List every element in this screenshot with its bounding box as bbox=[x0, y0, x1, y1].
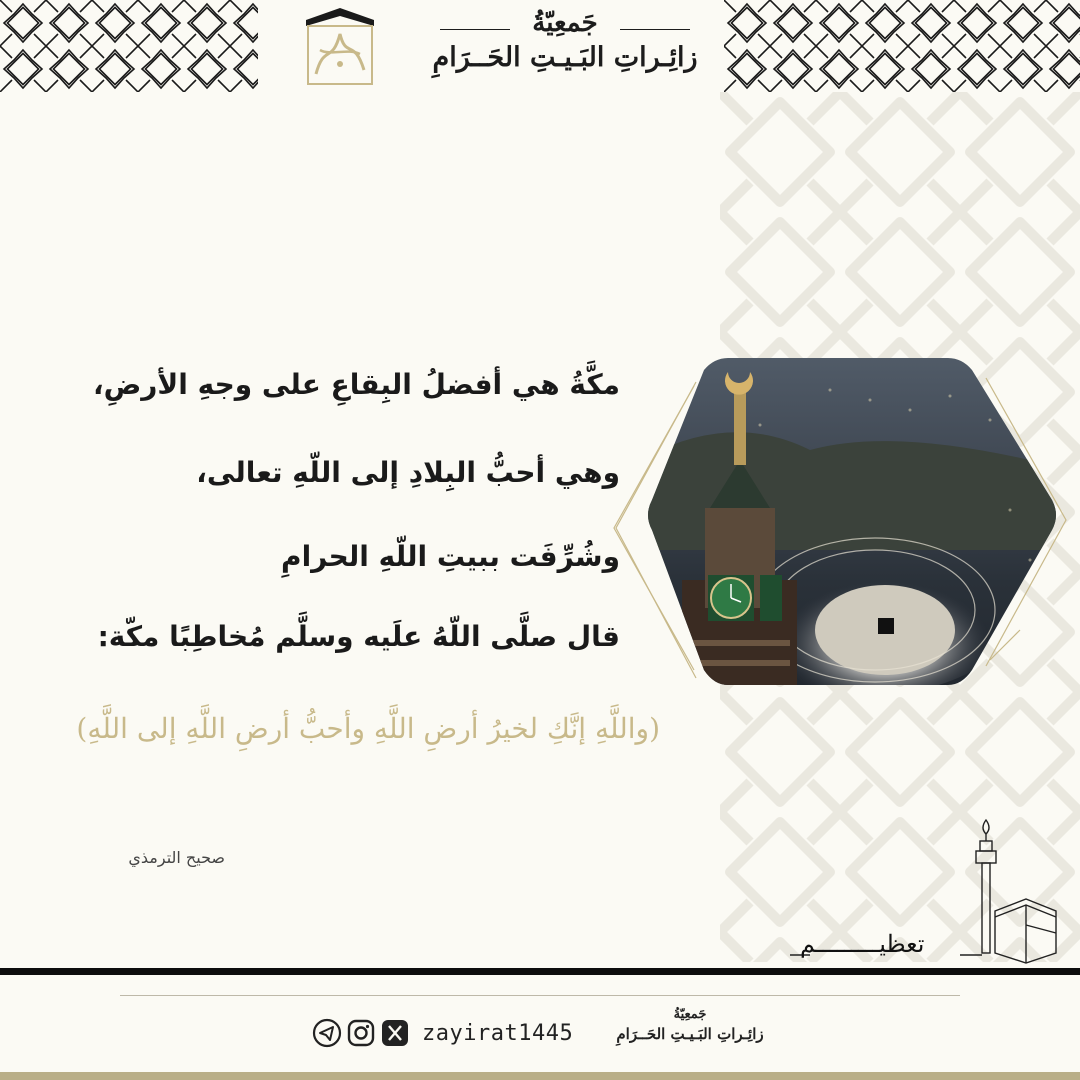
campaign-signature: تعظيـــــــــم bbox=[800, 930, 925, 958]
footer-gold-bar bbox=[0, 1072, 1080, 1080]
x-icon[interactable] bbox=[380, 1018, 410, 1048]
hadith-source: صحيح الترمذي bbox=[128, 848, 225, 867]
org-name-line2: زائِـراتِ البَـيـتِ الحَــرَامِ bbox=[432, 42, 698, 73]
hadith-quote: (واللَّهِ إنَّكِ لخيرُ أرضِ اللَّهِ وأحبُّ أرضِ اللَّهِ إلى اللَّهِ) bbox=[76, 712, 660, 745]
social-handle[interactable]: zayirat1445 bbox=[422, 1020, 574, 1046]
instagram-icon[interactable] bbox=[346, 1018, 376, 1048]
header-pattern-left bbox=[0, 0, 258, 92]
org-name-line1: جَمعِيّةُ bbox=[532, 8, 598, 38]
body-line-2: وهي أحبُّ البِلادِ إلى اللّهِ تعالى، bbox=[196, 456, 620, 489]
social-links bbox=[312, 1016, 573, 1050]
body-line-3: وشُرِّفَت ببيتِ اللّهِ الحرامِ bbox=[281, 540, 620, 573]
makkah-clock-tower-photo bbox=[610, 330, 1070, 750]
title-rule-right bbox=[620, 29, 690, 30]
kaaba-calligraphy-logo-icon bbox=[300, 4, 380, 88]
title-rule-left bbox=[440, 29, 510, 30]
footer-org-line2: زائِـراتِ البَـيـتِ الحَــرَامِ bbox=[616, 1025, 764, 1043]
telegram-icon[interactable] bbox=[312, 1018, 342, 1048]
organization-title bbox=[410, 6, 720, 86]
footer-divider bbox=[120, 995, 960, 996]
footer-org-line1: جَمعِيّةُ bbox=[673, 1007, 707, 1022]
footer-dark-band bbox=[0, 968, 1080, 975]
body-line-4: قال صلَّى اللّهُ علَيه وسلَّم مُخاطِبًا مكّة: bbox=[97, 620, 620, 653]
header-pattern-right bbox=[724, 0, 1080, 92]
footer-organization-name bbox=[600, 1006, 780, 1044]
body-line-1: مكَّةُ هي أفضلُ البِقاعِ على وجهِ الأرضِ، bbox=[93, 368, 620, 401]
